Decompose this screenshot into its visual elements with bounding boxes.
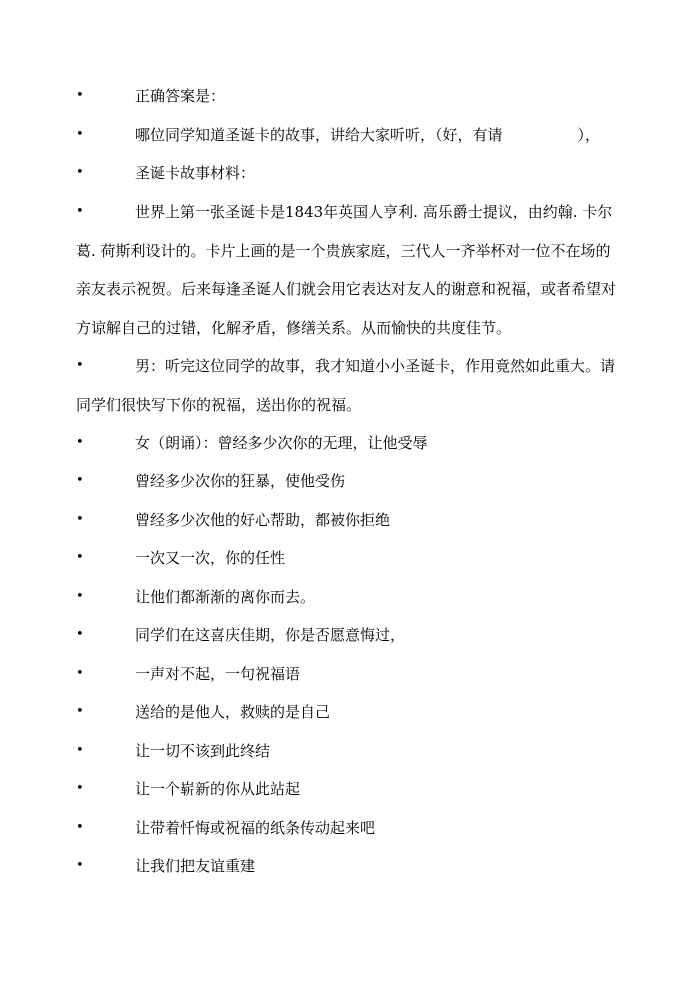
paragraph-text: 曾经多少次他的好心帮助，都被你拒绝: [135, 511, 391, 529]
bullet-icon: •: [76, 127, 84, 142]
bullet-paragraph: [76, 193, 624, 347]
paragraph-text: 世界上第一张圣诞卡是1843年英国人亨利. 高乐爵士提议，由约翰. 卡尔葛. 荷斯利设计的。卡片上画的是一个贵族家庭，三代人一齐举杯对一位不在场的亲友表示祝贺。后来每逢圣诞人们就会用它表达对友人的谢意和祝福，或者希望对方谅解自己的过错，化解矛盾，修缮关系。从而愉快的共度佳节。: [76, 203, 617, 337]
paragraph-text: 一次又一次，你的任性: [135, 549, 286, 567]
paragraph-text: 男：听完这位同学的故事，我才知道小小圣诞卡，作用竟然如此重大。请同学们很快写下你的祝福，送出你的祝福。: [76, 357, 616, 414]
bullet-paragraph: [76, 347, 624, 424]
bullet-paragraph: [76, 616, 624, 655]
bullet-icon: •: [76, 858, 84, 873]
bullet-icon: •: [76, 512, 84, 527]
paragraph-text: 女（朗诵）：曾经多少次你的无理，让他受辱: [135, 434, 428, 452]
bullet-icon: •: [76, 666, 84, 681]
bullet-paragraph: [76, 732, 624, 771]
bullet-paragraph: [76, 116, 624, 155]
bullet-paragraph: [76, 578, 624, 617]
bullet-paragraph: [76, 539, 624, 578]
paragraph-text: 送给的是他人，救赎的是自己: [135, 703, 331, 721]
bullet-paragraph: [76, 847, 624, 886]
bullet-paragraph: [76, 809, 624, 848]
bullet-icon: •: [76, 358, 84, 373]
bullet-paragraph: [76, 693, 624, 732]
paragraph-text: 让带着忏悔或祝福的纸条传动起来吧: [135, 819, 376, 837]
paragraph-text: 让一个崭新的你从此站起: [135, 780, 301, 798]
bullet-icon: •: [76, 704, 84, 719]
bullet-icon: •: [76, 435, 84, 450]
bullet-icon: •: [76, 781, 84, 796]
bullet-icon: •: [76, 88, 84, 103]
paragraph-text: 同学们在这喜庆佳期，你是否愿意悔过，: [135, 626, 406, 644]
bullet-paragraph: [76, 424, 624, 463]
paragraph-text: 让他们都渐渐的离你而去。: [135, 588, 316, 606]
bullet-paragraph: [76, 154, 624, 193]
paragraph-text: 让我们把友谊重建: [135, 857, 256, 875]
bullet-icon: •: [76, 473, 84, 488]
paragraph-text: 曾经多少次你的狂暴，使他受伤: [135, 472, 346, 490]
paragraph-text: 圣诞卡故事材料：: [135, 164, 256, 182]
bullet-icon: •: [76, 165, 84, 180]
bullet-paragraph: [76, 501, 624, 540]
paragraph-text: 让一切不该到此终结: [135, 742, 271, 760]
bullet-icon: •: [76, 204, 84, 219]
bullet-paragraph: [76, 77, 624, 116]
paragraph-text: 一声对不起，一句祝福语: [135, 665, 301, 683]
bullet-icon: •: [76, 589, 84, 604]
bullet-icon: •: [76, 627, 84, 642]
paragraph-text: 哪位同学知道圣诞卡的故事，讲给大家听听，（好，有请 ），: [135, 126, 601, 144]
bullet-icon: •: [76, 550, 84, 565]
bullet-paragraph: [76, 462, 624, 501]
bullet-icon: •: [76, 743, 84, 758]
bullet-paragraph: [76, 770, 624, 809]
paragraph-text: 正确答案是：: [135, 87, 226, 105]
bullet-icon: •: [76, 820, 84, 835]
bullet-paragraph: [76, 655, 624, 694]
